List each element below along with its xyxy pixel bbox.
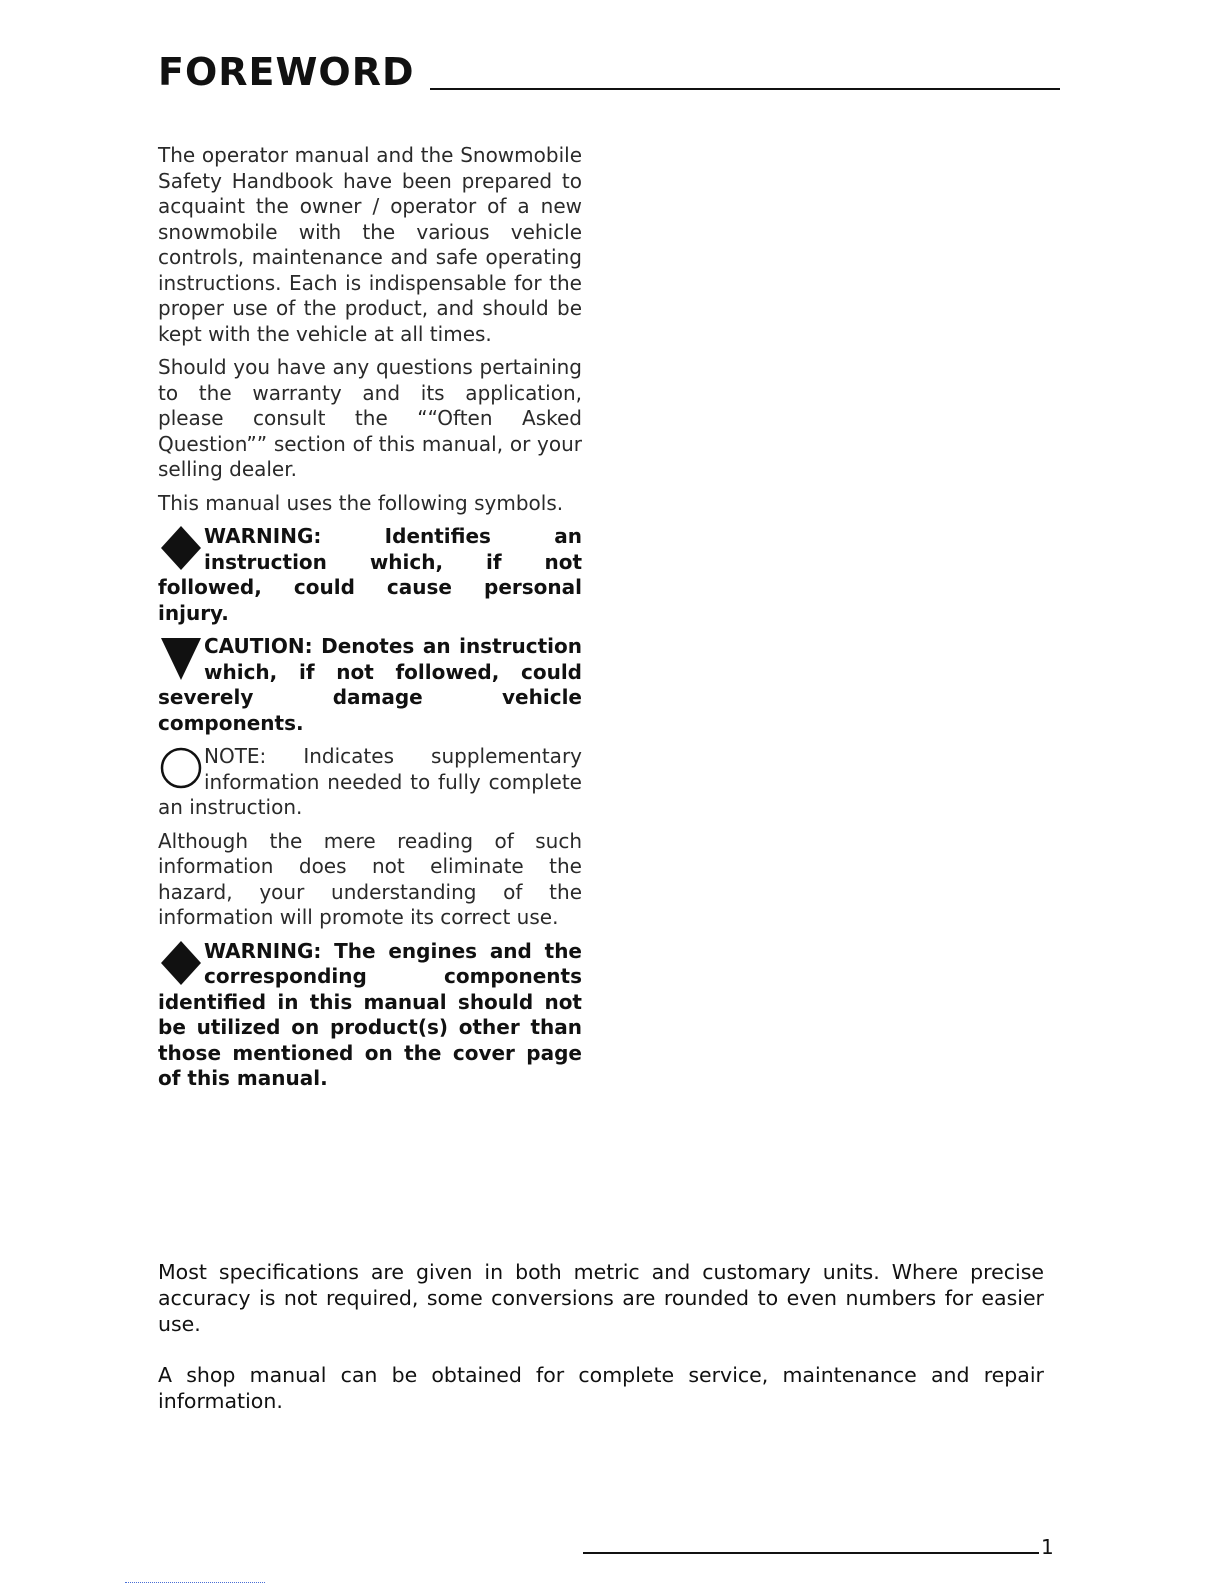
- caution-notice: [158, 634, 582, 736]
- intro-paragraph: The operator manual and the Snowmobile Safety Handbook have been prepared to acquaint the owner / operator of a new snowmobile with the various vehicle controls, maintenance and safe operating instructions. Each is indispensable for the proper use of the product, and should be kept with the vehicle at all times.: [158, 143, 582, 346]
- title-rule: [430, 88, 1060, 90]
- engine-warning-notice: [158, 939, 582, 1092]
- warranty-paragraph: Should you have any questions pertaining to the warranty and its application, please consult the ““Often Asked Question”” section of this manual, or your selling dealer.: [158, 355, 582, 481]
- hazard-paragraph: Although the mere reading of such information does not eliminate the hazard, your understanding of the information will promote its correct use.: [158, 828, 582, 929]
- circle-note-icon: [158, 744, 204, 794]
- note-text: NOTE: Indicates supplementary information needed to fully complete an instruction.: [158, 744, 582, 819]
- caution-text: CAUTION: Denotes an instruction which, if not followed, could severely damage vehicle components.: [158, 634, 582, 735]
- diamond-warning-icon: [158, 939, 204, 989]
- page-title: FOREWORD: [158, 50, 415, 94]
- engine-warning-text: WARNING: The engines and the corresponding components identified in this manual should not be utilized on product(s) other than those mentioned on the cover page of this manual.: [158, 938, 582, 1090]
- scan-edge-line: [125, 1582, 265, 1583]
- triangle-caution-icon: [158, 634, 204, 684]
- foreword-column: [158, 143, 582, 1100]
- page-number: 1: [1041, 1535, 1054, 1559]
- symbols-paragraph: This manual uses the following symbols.: [158, 490, 564, 515]
- warning-notice: [158, 524, 582, 626]
- diamond-warning-icon: [158, 524, 204, 574]
- units-section: [158, 1259, 1044, 1439]
- warning-text: WARNING: Identifies an instruction which, if not followed, could cause personal injury.: [158, 524, 582, 625]
- footer-rule: [583, 1552, 1039, 1554]
- units-paragraph: Most specifications are given in both metric and customary units. Where precise accuracy is not required, some conversions are rounded to even numbers for easier use.: [158, 1260, 1044, 1336]
- note-notice: [158, 744, 582, 821]
- shop-manual-paragraph: A shop manual can be obtained for complete service, maintenance and repair information.: [158, 1363, 1044, 1413]
